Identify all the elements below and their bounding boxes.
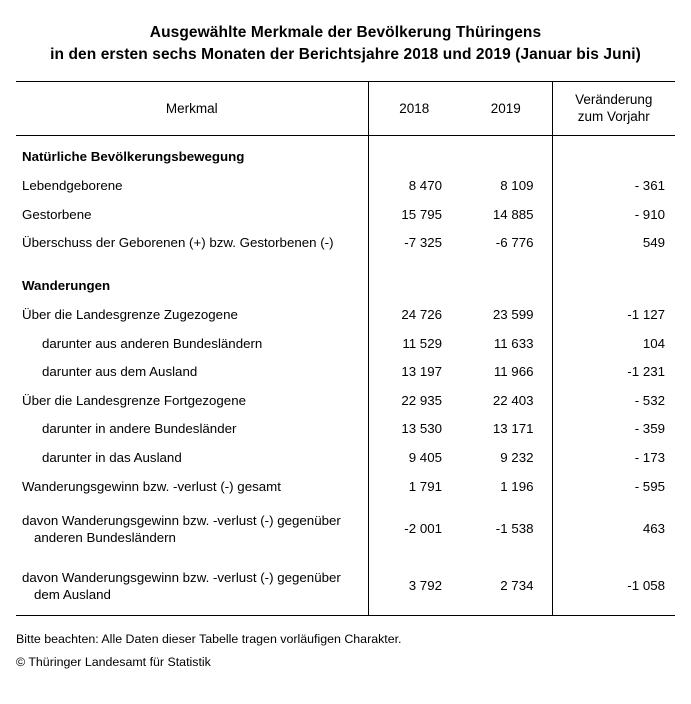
row-value-diff: 549 bbox=[552, 229, 675, 258]
row-value-diff bbox=[552, 257, 675, 301]
column-header-merkmal: Merkmal bbox=[16, 81, 368, 135]
row-value-2018: 22 935 bbox=[368, 386, 460, 415]
row-label: Wanderungen bbox=[22, 278, 111, 294]
row-value-diff: - 910 bbox=[552, 200, 675, 229]
row-value-2018: 24 726 bbox=[368, 301, 460, 330]
table-row bbox=[16, 386, 675, 415]
row-value-diff: - 595 bbox=[552, 472, 675, 501]
row-value-2018: 15 795 bbox=[368, 200, 460, 229]
row-label: darunter in das Ausland bbox=[42, 450, 182, 465]
table-row bbox=[16, 501, 675, 558]
statistics-table bbox=[16, 81, 675, 615]
row-value-2019 bbox=[460, 257, 552, 301]
table-row bbox=[16, 472, 675, 501]
row-label: Lebendgeborene bbox=[22, 178, 123, 194]
table-row bbox=[16, 257, 675, 301]
table-row bbox=[16, 229, 675, 258]
row-value-2018: 9 405 bbox=[368, 444, 460, 473]
row-label: darunter aus anderen Bundesländern bbox=[42, 335, 263, 351]
column-header-veraenderung bbox=[552, 81, 675, 135]
row-value-diff: -1 058 bbox=[552, 558, 675, 615]
row-value-2019: -1 538 bbox=[495, 521, 534, 537]
row-label: davon Wanderungsgewinn bzw. -verlust (-) gegenüber dem Ausland bbox=[22, 569, 341, 603]
row-label: Natürliche Bevölkerungsbewegung bbox=[22, 149, 245, 165]
row-value-2018: 13 530 bbox=[368, 415, 460, 444]
row-value-diff: -1 127 bbox=[552, 301, 675, 330]
table-row bbox=[16, 136, 675, 172]
row-value-2018 bbox=[368, 257, 460, 301]
table-row bbox=[16, 329, 675, 358]
table-row bbox=[16, 415, 675, 444]
row-value-2019: 11 633 bbox=[493, 335, 534, 351]
row-value-diff bbox=[552, 136, 675, 172]
row-value-2019: 13 171 bbox=[492, 421, 534, 437]
row-value-2018: -2 001 bbox=[368, 501, 460, 558]
row-label: davon Wanderungsgewinn bzw. -verlust (-) gegenüber anderen Bundesländern bbox=[22, 512, 341, 546]
row-value-2019: 2 734 bbox=[500, 578, 534, 594]
footnote-note: Bitte beachten: Alle Daten dieser Tabelle tragen vorläufigen Charakter. bbox=[16, 631, 402, 646]
table-row bbox=[16, 358, 675, 387]
row-label: darunter in andere Bundesländer bbox=[42, 421, 237, 437]
row-value-2019: 23 599 bbox=[492, 307, 534, 323]
table-row bbox=[16, 558, 675, 615]
row-label: Gestorbene bbox=[22, 206, 92, 222]
column-header-2018: 2018 bbox=[368, 81, 460, 135]
row-value-2019: 1 196 bbox=[500, 478, 534, 494]
row-value-2018: 11 529 bbox=[368, 329, 460, 358]
row-value-diff: - 361 bbox=[552, 172, 675, 201]
row-value-2018 bbox=[368, 136, 460, 172]
row-value-2019: 11 966 bbox=[493, 364, 534, 380]
column-header-veraenderung-line2: zum Vorjahr bbox=[577, 109, 650, 125]
column-header-veraenderung-line1: Veränderung bbox=[575, 91, 653, 107]
title-line-1: Ausgewählte Merkmale der Bevölkerung Thüringens bbox=[149, 24, 542, 41]
table-header bbox=[16, 81, 675, 135]
row-label: Über die Landesgrenze Fortgezogene bbox=[22, 392, 246, 408]
column-header-2019: 2019 bbox=[460, 81, 552, 135]
row-value-2018: 1 791 bbox=[368, 472, 460, 501]
row-value-diff: - 532 bbox=[552, 386, 675, 415]
row-value-diff: -1 231 bbox=[552, 358, 675, 387]
page-title bbox=[16, 0, 675, 67]
row-label: Wanderungsgewinn bzw. -verlust (-) gesamt bbox=[22, 478, 281, 494]
row-value-2018: 3 792 bbox=[368, 558, 460, 615]
table-row bbox=[16, 172, 675, 201]
footnotes bbox=[16, 616, 675, 675]
row-value-2018: 8 470 bbox=[368, 172, 460, 201]
row-value-diff: 463 bbox=[552, 501, 675, 558]
row-value-2019: 14 885 bbox=[492, 206, 534, 222]
table-row bbox=[16, 301, 675, 330]
footnote-copyright: © Thüringer Landesamt für Statistik bbox=[16, 655, 211, 670]
table-row bbox=[16, 444, 675, 473]
row-value-diff: - 173 bbox=[552, 444, 675, 473]
row-value-diff: 104 bbox=[552, 329, 675, 358]
table-header-row bbox=[16, 81, 675, 135]
table-body bbox=[16, 136, 675, 615]
row-value-2019: 9 232 bbox=[500, 450, 534, 465]
row-value-2018: 13 197 bbox=[368, 358, 460, 387]
title-line-2: in den ersten sechs Monaten der Berichtsjahre 2018 und 2019 (Januar bis Juni) bbox=[50, 46, 641, 64]
row-value-2019: 8 109 bbox=[500, 178, 534, 194]
row-value-2019 bbox=[460, 136, 552, 172]
table-row bbox=[16, 200, 675, 229]
row-value-diff: - 359 bbox=[552, 415, 675, 444]
row-value-2019: 22 403 bbox=[492, 392, 534, 408]
row-label: Über die Landesgrenze Zugezogene bbox=[22, 307, 238, 323]
row-value-2019: -6 776 bbox=[495, 235, 534, 251]
row-value-2018: -7 325 bbox=[368, 229, 460, 258]
row-label: darunter aus dem Ausland bbox=[42, 364, 198, 380]
row-label: Überschuss der Geborenen (+) bzw. Gestorbenen (-) bbox=[22, 235, 334, 251]
